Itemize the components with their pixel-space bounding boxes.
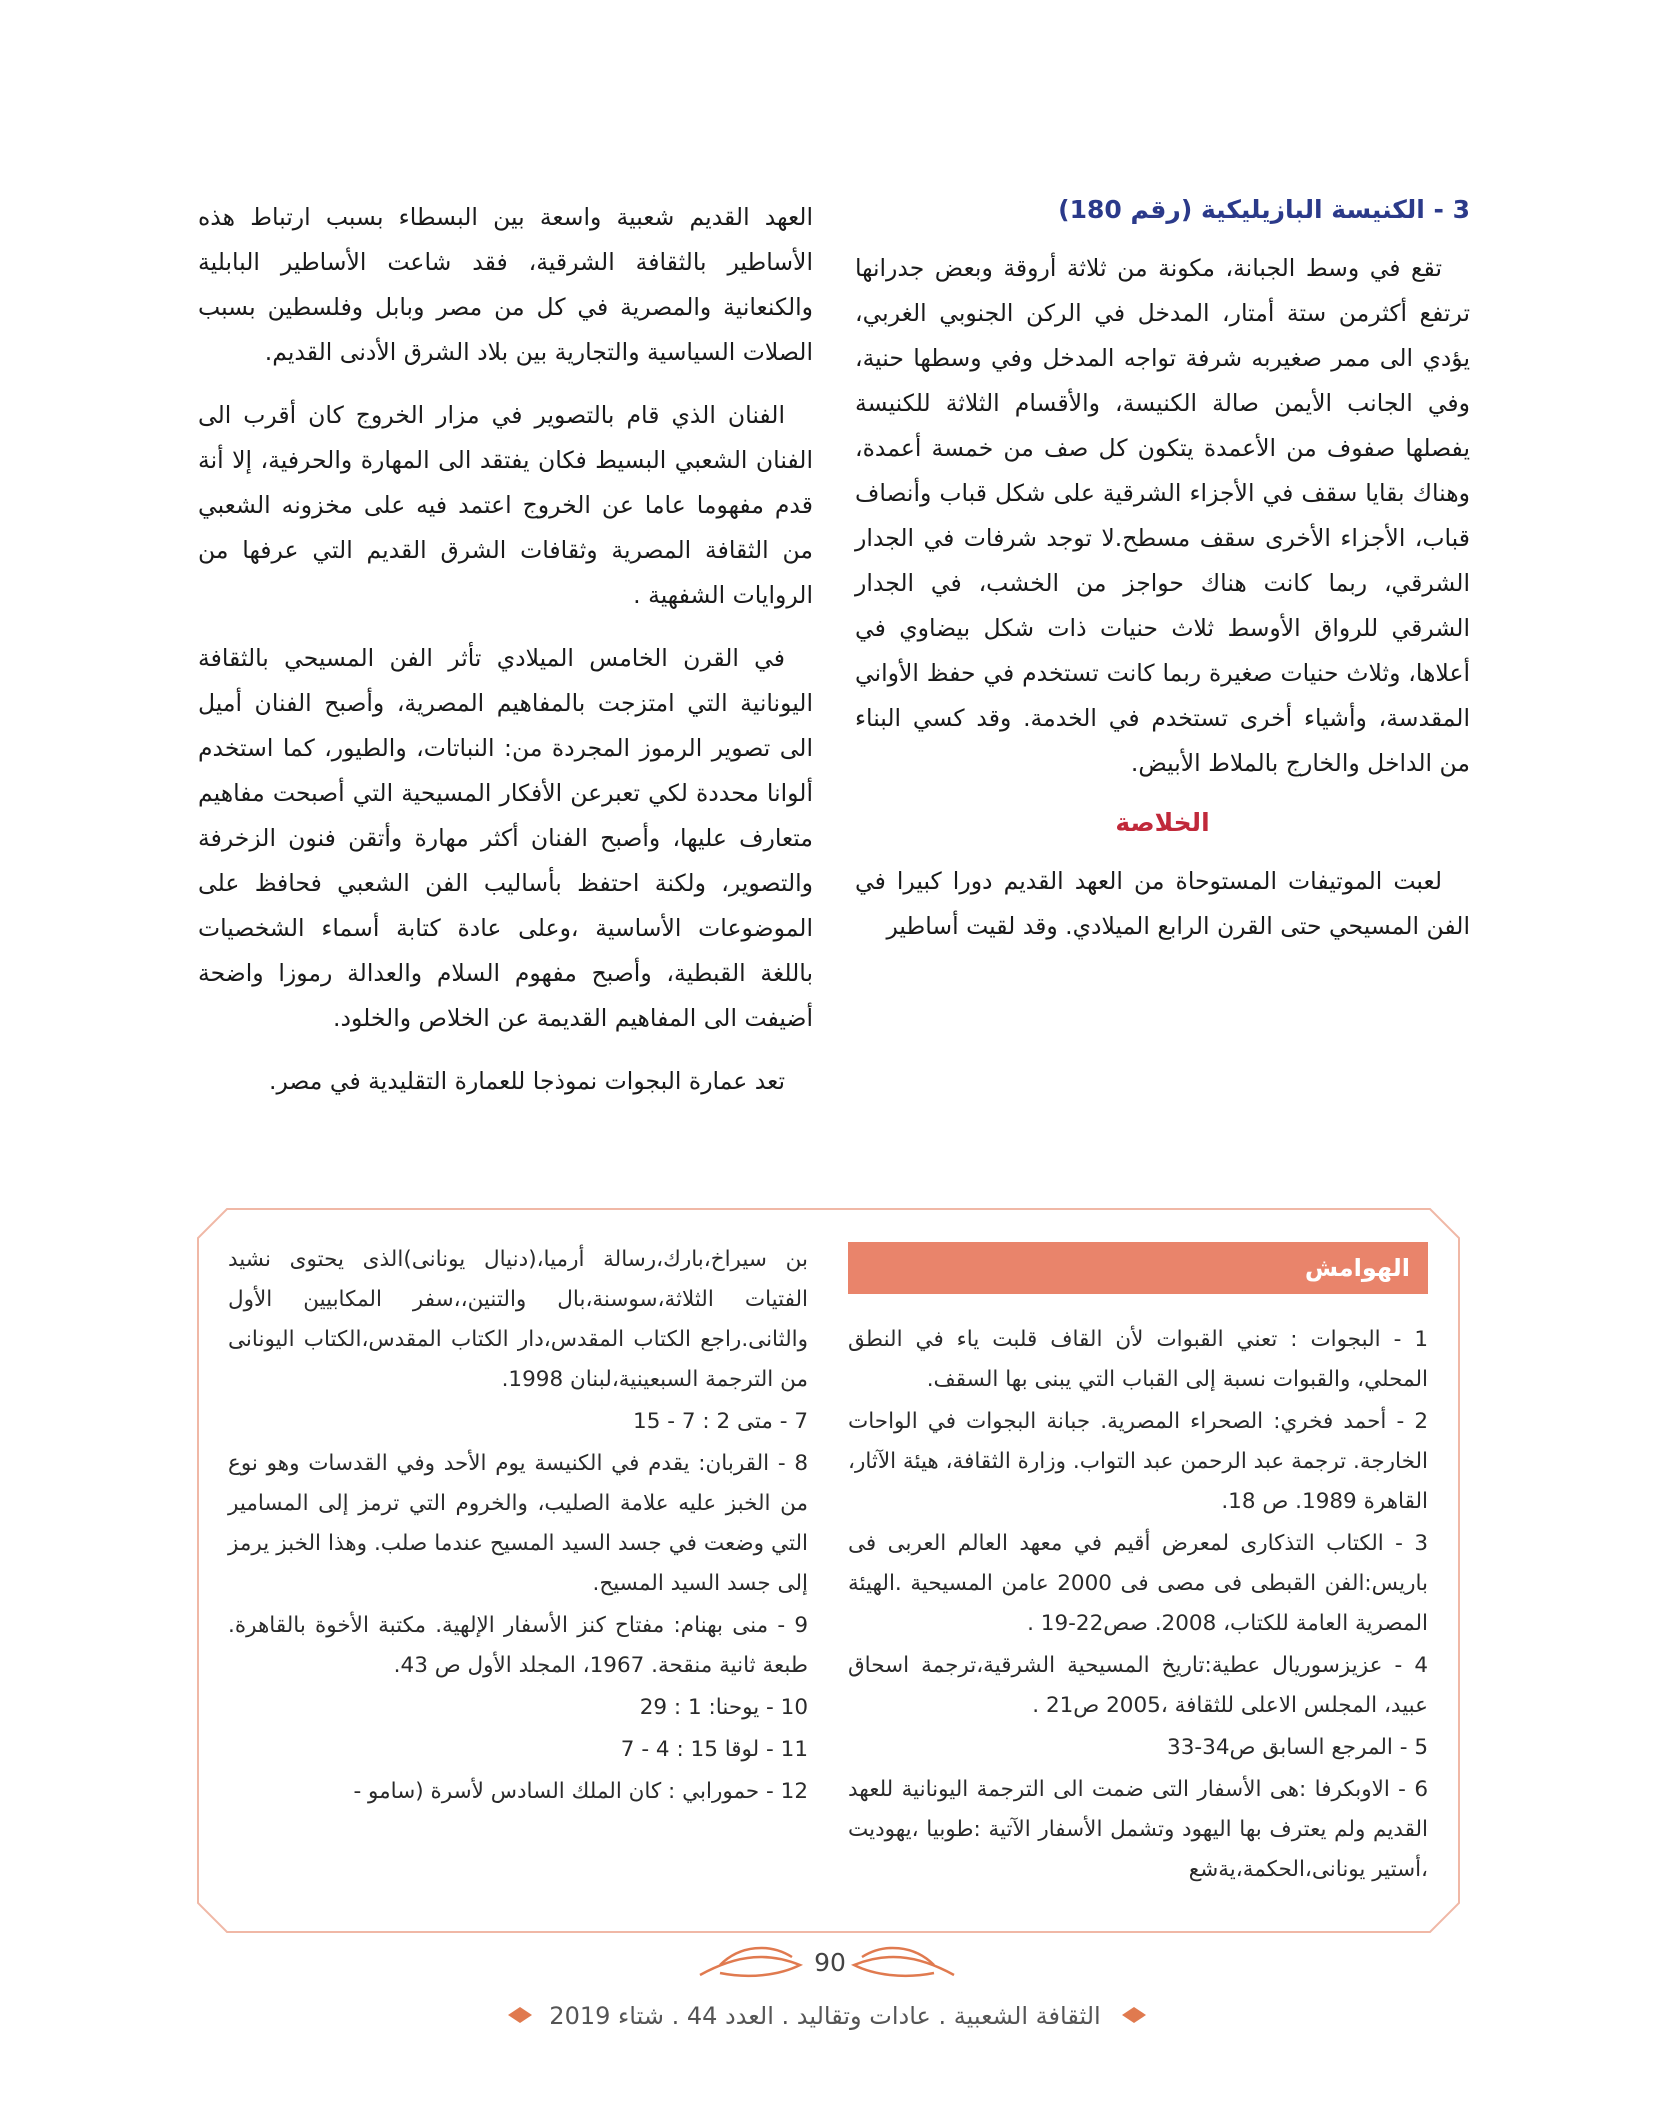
footnote-2: 2 - أحمد فخري: الصحراء المصرية. جبانة البجوات في الواحات الخارجة. ترجمة عبد الرحمن عبد التواب. وزارة الثقافة، هيئة الآثار، القاهرة 1989. ص 18. — [848, 1409, 1428, 1514]
page-number: 90 — [814, 1948, 846, 1977]
paragraph-bagawat-architecture: تعد عمارة البجوات نموذجا للعمارة التقليدية في مصر. — [268, 1067, 785, 1095]
right-column — [855, 195, 1470, 967]
conclusion-heading: الخلاصة — [1115, 808, 1210, 837]
footnote-1: 1 - البجوات : تعني القبوات لأن القاف قلبت ياء في النطق المحلي، والقبوات نسبة إلى القباب التي يبنى بها السقف. — [848, 1327, 1428, 1392]
footnote-8: 8 - القربان: يقدم في الكنيسة يوم الأحد وفي القدسات وهو نوع من الخبز عليه علامة الصليب، والخروم التي ترمز إلى المسامير التي وضعت في جسد السيد المسيح عندما صلب. وهذا الخبز يرمز إلى جسد السيد المسيح. — [228, 1451, 808, 1596]
footnote-7: 7 - متى 2 : 7 - 15 — [633, 1409, 808, 1434]
left-column — [198, 195, 813, 1122]
footnotes-right-column — [848, 1242, 1428, 1892]
footnote-4: 4 - عزيزسوريال عطية:تاريخ المسيحية الشرقية،ترجمة اسحاق عبيد، المجلس الاعلى للثقافة ،2005 ص21 . — [848, 1653, 1428, 1718]
footnote-9: 9 - منى بهنام: مفتاح كنز الأسفار الإلهية. مكتبة الأخوة بالقاهرة. طبعة ثانية منقحة. 1967، المجلد الأول ص 43. — [228, 1613, 808, 1678]
footnotes-title: الهوامش — [848, 1242, 1428, 1294]
paragraph-old-testament-myths: العهد القديم شعبية واسعة بين البسطاء بسبب ارتباط هذه الأساطير بالثقافة الشرقية، فقد شاعت الأساطير البابلية والكنعانية والمصرية في كل من مصر وبابل وفلسطين بسبب الصلات السياسية والتجارية بين بلاد الشرق الأدنى القديم. — [198, 203, 813, 366]
paragraph-basilica-description: تقع في وسط الجبانة، مكونة من ثلاثة أروقة وبعض جدرانها ترتفع أكثرمن ستة أمتار، المدخل في الركن الجنوبي الغربي، يؤدي الى ممر صغيربه شرفة تواجه المدخل وفي وسطها حنية، وفي الجانب الأيمن صالة الكنيسة، والأقسام الثلاثة للكنيسة يفصلها صفوف من الأعمدة يتكون كل صف من خمسة أعمدة، وهناك بقايا سقف في الأجزاء الشرقية على شكل قباب وأنصاف قباب، الأجزاء الأخرى سقف مسطح.لا توجد شرفات في الجدار الشرقي، ربما كانت هناك حواجز من الخشب، في الجدار الشرقي للرواق الأوسط ثلاث حنيات ذات شكل بيضاوي في أعلاها، وثلاث حنيات صغيرة ربما كانت تستخدم في حفظ الأواني المقدسة، وأشياء أخرى تستخدم في الخدمة. وقد كسي البناء من الداخل والخارج بالملاط الأبيض. — [855, 254, 1470, 777]
paragraph-conclusion: لعبت الموتيفات المستوحاة من العهد القديم دورا كبيرا في الفن المسيحي حتى القرن الرابع الميلادي. وقد لقيت أساطير — [855, 867, 1470, 940]
journal-footer: الثقافة الشعبية . عادات وتقاليد . العدد 44 . شتاء 2019 — [549, 2002, 1101, 2030]
footnote-6: 6 - الاوبكرفا :هى الأسفار التى ضمت الى الترجمة اليونانية للعهد القديم ولم يعترف بها اليهود وتشمل الأسفار الآتية :طوبيا ،يهوديت ،أستير يونانى،الحكمة،يةشع — [848, 1777, 1428, 1882]
footnote-6-continued: بن سيراخ،بارك،رسالة أرميا،(دنيال يونانى)الذى يحتوى نشيد الفتيات الثلاثة،سوسنة،بال والتنين،،سفر المكابيين الأول والثانى.راجع الكتاب المقدس،دار الكتاب المقدس،الكتاب اليونانى من الترجمة السبعينية،لبنان 1998. — [228, 1247, 808, 1392]
footnote-5: 5 - المرجع السابق ص34-33 — [1167, 1735, 1428, 1760]
paragraph-folk-artist: الفنان الذي قام بالتصوير في مزار الخروج كان أقرب الى الفنان الشعبي البسيط فكان يفتقد الى المهارة والحرفية، إلا أنة قدم مفهوما عاما عن الخروج اعتمد فيه على مخزونه الشعبي من الثقافة المصرية وثقافات الشرق القديم التي عرفها من الروايات الشفهية . — [198, 401, 813, 609]
footnotes-left-column — [228, 1240, 808, 1814]
section-heading-basilica-church: 3 - الكنيسة البازيليكية (رقم 180) — [1058, 195, 1470, 224]
footnote-3: 3 - الكتاب التذكارى لمعرض أقيم في معهد العالم العربى فى باريس:الفن القبطى فى مصى فى 2000 عامن المسيحية .الهيئة المصرية العامة للكتاب، 2008. صص22-19 . — [848, 1531, 1428, 1636]
footnote-11: 11 - لوقا 15 : 4 - 7 — [620, 1737, 808, 1762]
footnote-10: 10 - يوحنا: 1 : 29 — [639, 1695, 808, 1720]
paragraph-fifth-century: في القرن الخامس الميلادي تأثر الفن المسيحي بالثقافة اليونانية التي امتزجت بالمفاهيم المصرية، وأصبح الفنان أميل الى تصوير الرموز المجردة من: النباتات، والطيور، كما استخدم ألوانا محددة لكي تعبرعن الأفكار المسيحية التي أصبحت مفاهيم متعارف عليها، وأصبح الفنان أكثر مهارة وأتقن فنون الزخرفة والتصوير، ولكنة احتفظ بأساليب الفن الشعبي فحافظ على الموضوعات الأساسية ،وعلى عادة كتابة أسماء الشخصيات باللغة القبطية، وأصبح مفهوم السلام والعدالة رموزا واضحة أضيفت الى المفاهيم القديمة عن الخلاص والخلود. — [198, 644, 813, 1032]
footnote-12: 12 - حمورابي : كان الملك السادس لأسرة (سامو - — [353, 1779, 808, 1804]
